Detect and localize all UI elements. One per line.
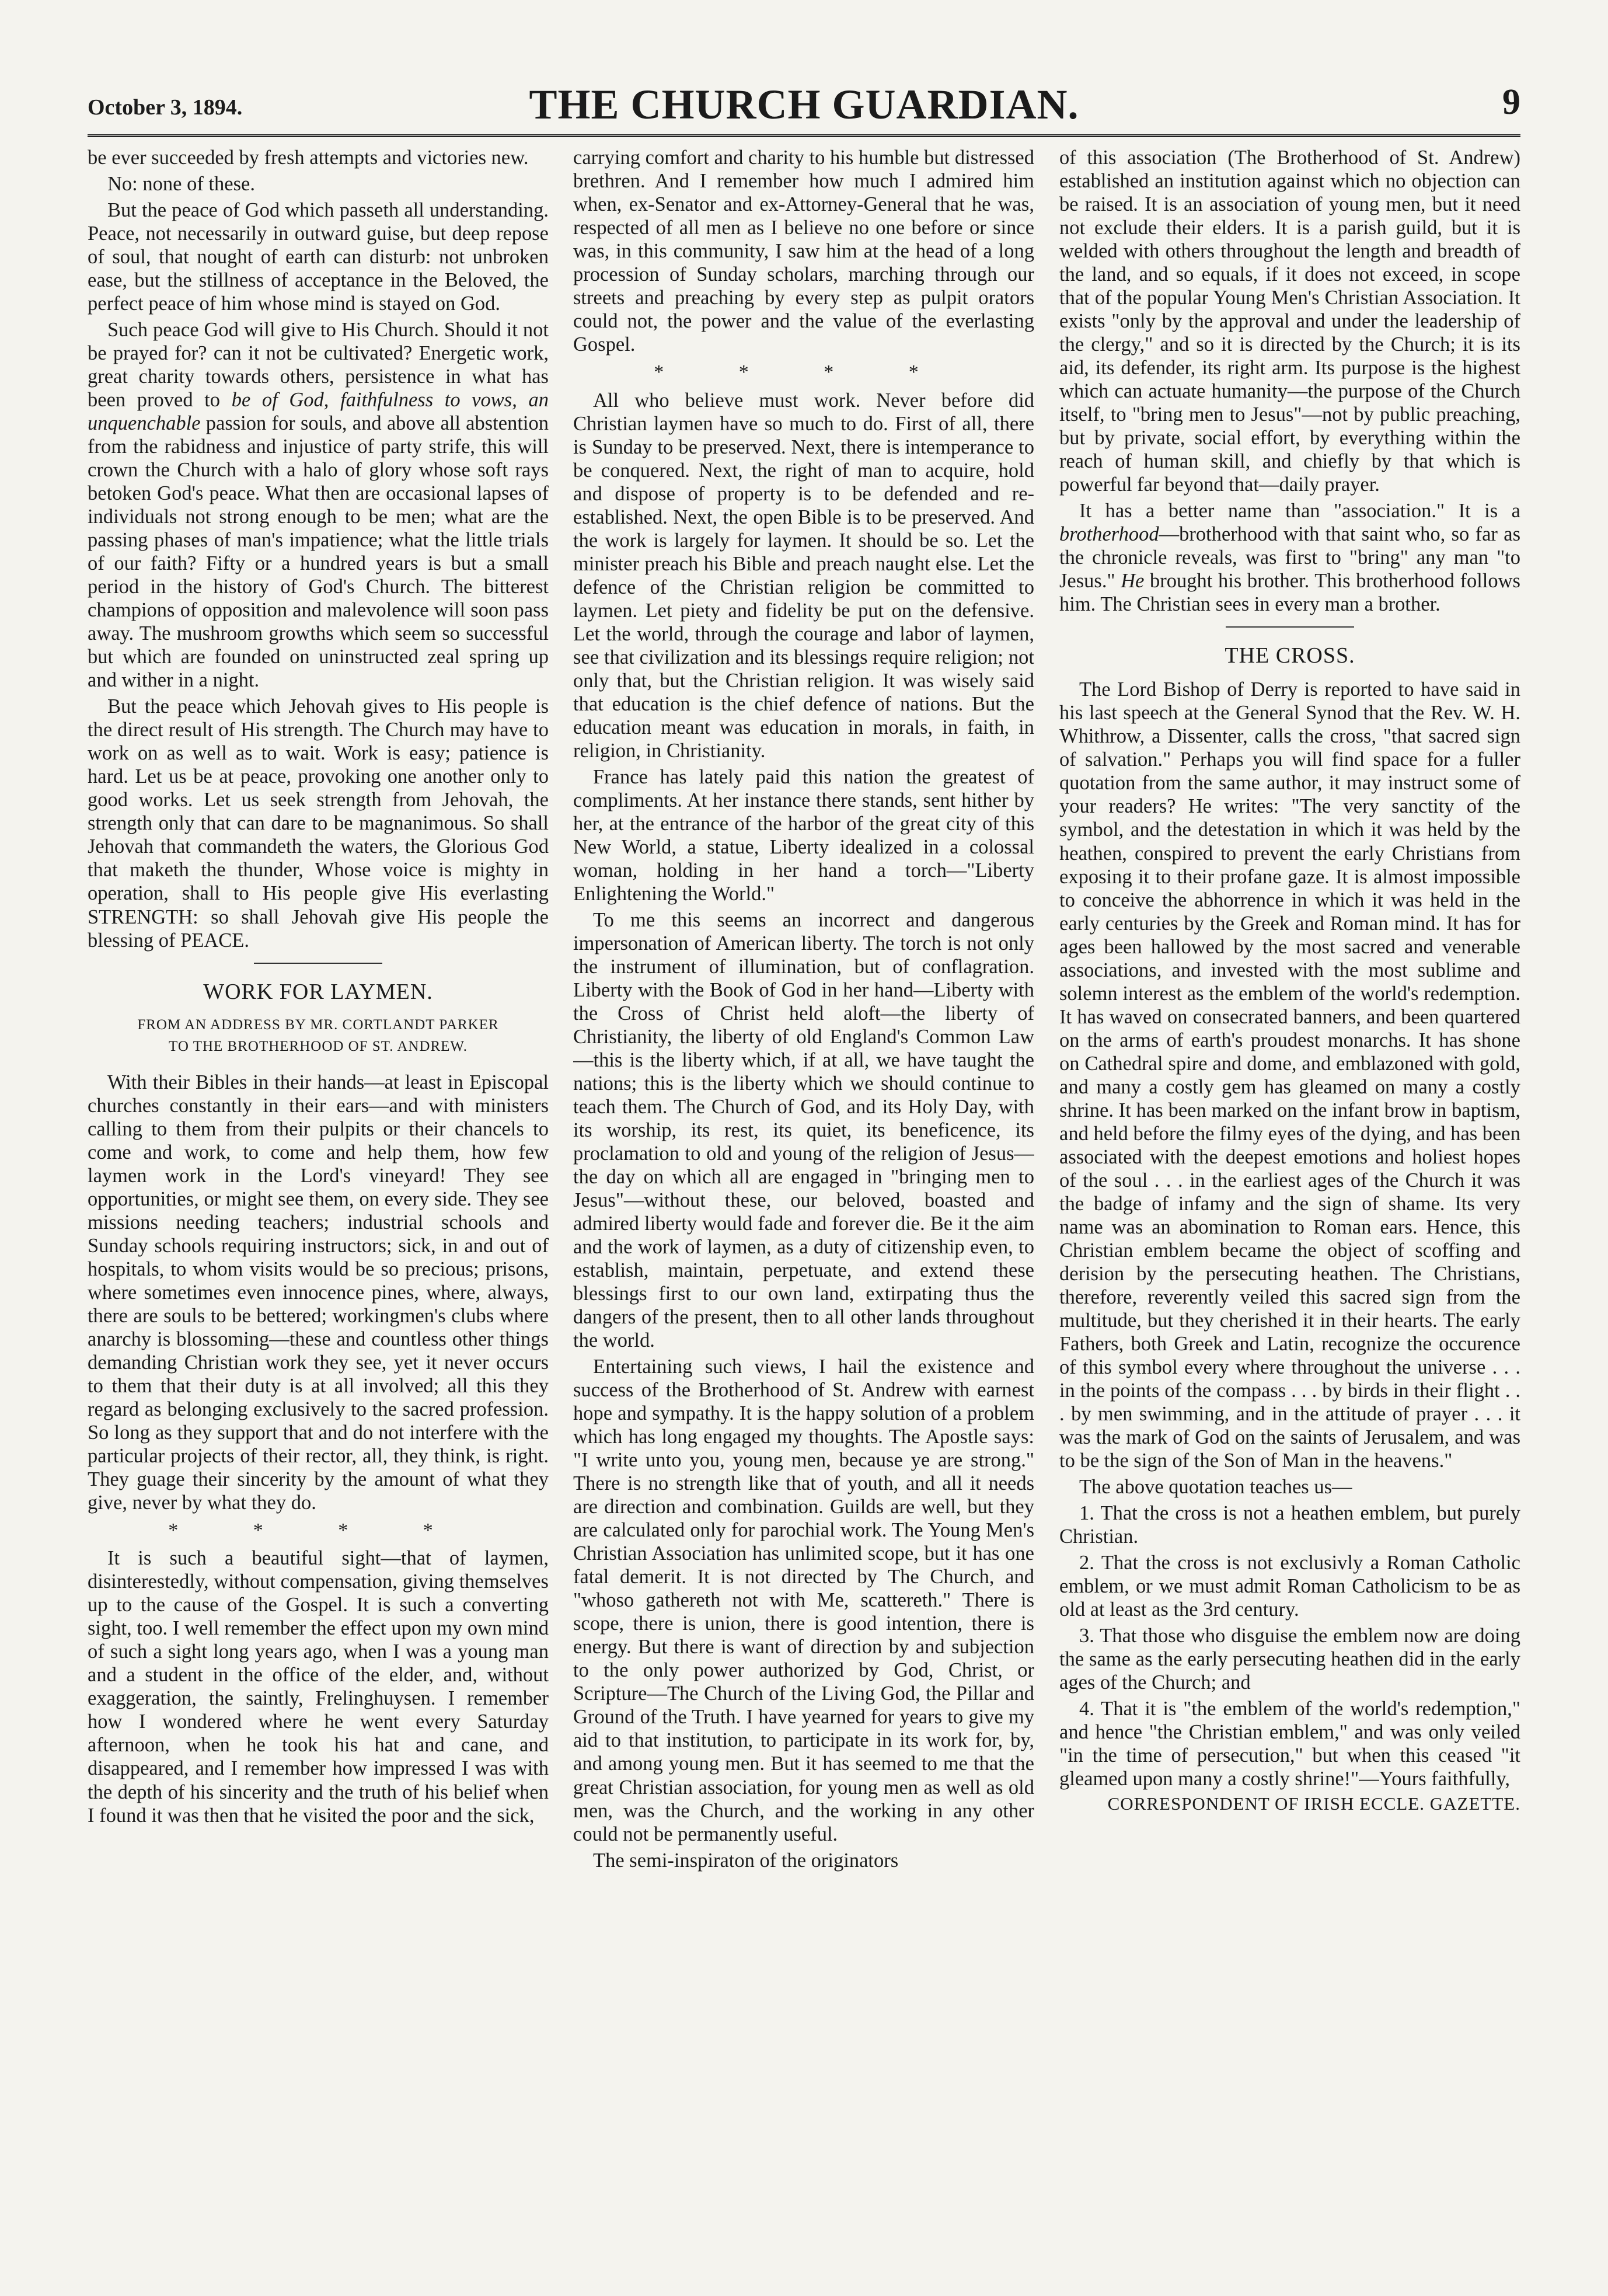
paragraph: It has a better name than "association." It is a brotherhood—brotherhood with that saint who, so far as the chronicle reveals, was first to "bring" any man "to Jesus." He brought his brother. This brotherhood follows him. The Christian sees in every man a brother. (1059, 500, 1520, 616)
section-break: * * * * (654, 361, 954, 384)
list-item: 2. That the cross is not exclusivly a Roman Catholic emblem, or we must admit Roman Catholicism to be as old at least as the 3rd century. (1059, 1551, 1520, 1621)
paragraph: No: none of these. (107, 173, 255, 196)
article-heading: THE CROSS. (1225, 643, 1355, 668)
paragraph: be ever succeeded by fresh attempts and victories new. (88, 147, 529, 169)
paragraph: The Lord Bishop of Derry is reported to have said in his last speech at the General Synod that the Rev. W. H. Whithrow, a Dissenter, calls the cross, "that sacred sign of salvation." Perhaps you will find space for a fuller quotation from the same author, it may instruct some of your readers? He writes: "The very sanctity of the symbol, and the detestation in which it was held by the heathen, conspired to prevent the early Christians from exposing it to their profane gaze. It is almost impossible to conceive the abhorrence in which it was held in the early centuries by the Greek and Roman mind. It has for ages been hallowed by the most sacred and venerable associations, and invested with the most sublime and solemn interest as the emblem of the world's redemption. It has waved on consecrated banners, and been quartered on the arms of earth's proudest monarchs. It has shone on Cathedral spire and dome, and emblazoned with gold, and many a costly gem has gleamed on many a costly shrine. It has been marked on the infant brow in baptism, and held before the filmy eyes of the dying, and has been associated with the deepest emotions and holiest hopes of the soul . . . in the earliest ages of the Church it was the badge of infamy and the sign of shame. Its very name was an abomination to Roman ears. Hence, this Christian emblem became the object of scoffing and derision by the persecuting heathen. The Christians, therefore, reverently veiled this sacred sign from the multitude, but they cherished it in their hearts. The early Fathers, both Greek and Latin, recognize the occurence of this symbol every where throughout the universe . . . in the points of the compass . . . by birds in their flight . . . by men swimming, and in the attitude of prayer . . . it was the mark of God on the saints of Jerusalem, and was to be the sign of the Son of Man in the heavens." (1059, 678, 1520, 1472)
paragraph: The semi-inspiraton of the originators (593, 1849, 899, 1872)
paragraph: France has lately paid this nation the greatest of compliments. At her instance there stands, sent hither by her, at the entrance of the harbor of the great city of this New World, a statue, Liberty idealized in a colossal woman, holding in her hand a torch—"Liberty Enlightening the World." (573, 765, 1034, 905)
paragraph: Such peace God will give to His Church. Should it not be prayed for? can it not be cultivated? Energetic work, great charity towards others, persistence in what has been proved to be of God, faithfulness to vows, an unquenchable passion for souls, and above all abstention from the rabidness and injustice of party strife, this will crown the Church with a halo of glory whose soft rays betoken God's peace. What then are occasional lapses of individuals not strong enough to be men; what are the passing phases of man's impatience; what the little trials of our faith? Fifty or a hundred years is but a small period in the history of God's Church. The bitterest champions of opposition and malevolence will soon pass away. The mushroom growths which seem so successful but which are founded on uninstructed zeal spring up and wither in a night. (88, 319, 549, 692)
article-heading: WORK FOR LAYMEN. (203, 979, 433, 1004)
column-1 (88, 146, 549, 2271)
masthead (88, 64, 1520, 137)
paragraph: But the peace which Jehovah gives to His people is the direct result of His strength. The Church may have to work on as well as to wait. Work is easy; patience is hard. Let us be at peace, provoking one another only to good works. Let us seek strength from Jehovah, the strength only that can dare to be magnanimous. So shall Jehovah that commandeth the waters, the Glorious God that maketh the thunder, Whose voice is mighty in operation, shall to His people give His everlasting STRENGTH: so shall Jehovah give His people the blessing of PEACE. (88, 695, 549, 952)
divider (254, 963, 382, 964)
paragraph: But the peace of God which passeth all understanding. Peace, not necessarily in outward guise, but deep repose of soul, that nought of earth can disturb: not unbroken ease, but the stillness of acceptance in the Beloved, the perfect peace of him whose mind is stayed on God. (88, 199, 549, 315)
section-break: * * * * (168, 1519, 468, 1541)
newspaper-title: THE CHURCH GUARDIAN. (529, 81, 1079, 128)
paragraph: of this association (The Brotherhood of St. Andrew) established an institution against which no objection can be raised. It is an association of young men, but it need not exclude their elders. It is a parish guild, but it is welded with others throughout the length and breadth of the land, and so equals, if it does not exceed, in scope that of the popular Young Men's Christian Association. It exists "only by the approval and under the leadership of the clergy," and so it is directed by the Church; it is its aid, its defender, its right arm. Its purpose is the highest which can actuate humanity—the purpose of the Church itself, to "bring men to Jesus"—not by public preaching, but by private, social effort, by everything within the reach of human skill, and chiefly by that which is powerful far beyond that—daily prayer. (1059, 147, 1520, 496)
column-3 (1059, 146, 1520, 2271)
article-byline: FROM AN ADDRESS BY MR. CORTLANDT PARKER TO THE BROTHERHOOD OF ST. ANDREW. (137, 1016, 499, 1055)
article-columns (88, 146, 1520, 2271)
paragraph: Entertaining such views, I hail the existence and success of the Brotherhood of St. Andrew with earnest hope and sympathy. It is the happy solution of a problem which has long engaged my thoughts. The Apostle says: "I write unto you, young men, because ye are strong." There is no strength like that of youth, and all it needs are direction and combination. Guilds are well, but they are calculated only for parochial work. The Young Men's Christian Association has unlimited scope, but it has one fatal demerit. It is not directed by The Church, and "whoso gathereth not with Me, scattereth." There is scope, there is union, there is good intention, there is energy. But there is want of direction by and subjection to the only power authorized by God, Christ, or Scripture—The Church of the Living God, the Pillar and Ground of the Truth. I have yearned for years to give my aid to that institution, to participate in its work for, by, and among young men. But it has seemed to me that the great Christian association, for young men as well as old men, was the Church, and the working in any other could not be permanently useful. (573, 1356, 1034, 1845)
paragraph: The above quotation teaches us— (1079, 1475, 1352, 1498)
list-item: 4. That it is "the emblem of the world's redemption," and hence "the Christian emblem," and was only veiled "in the time of persecution," but when this ceased "it gleamed upon many a costly shrine!"—Yours faithfully, (1059, 1698, 1520, 1790)
paragraph: carrying comfort and charity to his humble but distressed brethren. And I remember how much I admired him when, ex-Senator and ex-Attorney-General that he was, respected of all men as I believe no one before or since was, in this community, I saw him at the head of a long procession of Sunday scholars, marching through our streets and preaching by every step as pulpit orators could not, the power and the value of the everlasting Gospel. (573, 147, 1034, 356)
page-number: 9 (1502, 82, 1520, 122)
column-2 (573, 146, 1034, 2271)
paragraph: All who believe must work. Never before did Christian laymen have so much to do. First of all, there is Sunday to be preserved. Next, there is intemperance to be conquered. Next, the right of man to acquire, hold and dispose of property is to be defended and re-established. Next, the open Bible is to be preserved. And the work is largely for laymen. It should be so. Let the minister preach his Bible and preach naught else. Let the defence of the Christian religion be committed to laymen. Let piety and fidelity be put on the defensive. Let the world, through the courage and labor of laymen, see that civilization and its blessings require religion; not only that, but the Christian religion. It was wisely said that education is the chief defence of nations. But the education meant was education in morals, in faith, in religion, in Christianity. (573, 389, 1034, 762)
divider (1226, 626, 1354, 628)
paragraph: To me this seems an incorrect and dangerous impersonation of American liberty. The torch is not only the instrument of illumination, but of conflagration. Liberty with the Book of God in her hand—Liberty with the Cross of Christ held aloft—the liberty of Christianity, the liberty of old England's Common Law—this is the liberty which, if at all, we have taught the nations; this is the liberty which we should continue to teach them. The Church of God, and its Holy Day, with its worship, its rest, its quiet, its beneficence, its proclamation to old and young of the religion of Jesus—the day on which all are engaged in "bringing men to Jesus"—without these, our beloved, boasted and admired liberty would fade and forever die. Be it the aim and the work of laymen, as a duty of citizenship even, to establish, maintain, perpetuate, and extend these blessings first to our own land, extirpating thus the dangers of the present, then to all other lands throughout the world. (573, 908, 1034, 1352)
paragraph: With their Bibles in their hands—at least in Episcopal churches constantly in their ears—and with ministers calling to them from their pulpits or their chancels to come and work, to come and help them, how few laymen work in the Lord's vineyard! They see opportunities, or might see them, on every side. They see missions needing teachers; industrial schools and Sunday schools requiring instructors; sick, in and out of hospitals, to whom visits would be so precious; prisons, where sometimes even innocence pines, where, always, there are souls to be bettered; workingmen's clubs where anarchy is blossoming—these and countless other things demanding Christian work they see, yet it never occurs to them that their duty is at all involved; all this they regard as belonging exclusively to the sacred profession. So long as they support that and do not interfere with the particular projects of their rector, all, they think, is right. They guage their sincerity by the amount of what they give, never by what they do. (88, 1071, 549, 1514)
list-item: 3. That those who disguise the emblem now are doing the same as the early persecuting heathen did in the early ages of the Church; and (1059, 1625, 1520, 1694)
list-item: 1. That the cross is not a heathen emblem, but purely Christian. (1059, 1501, 1520, 1548)
signature: CORRESPONDENT OF IRISH ECCLE. GAZETTE. (1107, 1793, 1520, 1814)
issue-date: October 3, 1894. (88, 95, 243, 120)
paragraph: It is such a beautiful sight—that of laymen, disinterestedly, without compensation, giving themselves up to the cause of the Gospel. It is such a converting sight, too. I well remember the effect upon my own mind of such a sight long years ago, when I was a young man and a student in the office of the elder, and, without exaggeration, the saintly, Frelinghuysen. I remember how I wondered where he went every Saturday afternoon, when he took his hat and cane, and disappeared, and I remember how impressed I was with the depth of his sincerity and the truth of his belief when I found it was then that he visited the poor and the sick, (88, 1547, 549, 1827)
